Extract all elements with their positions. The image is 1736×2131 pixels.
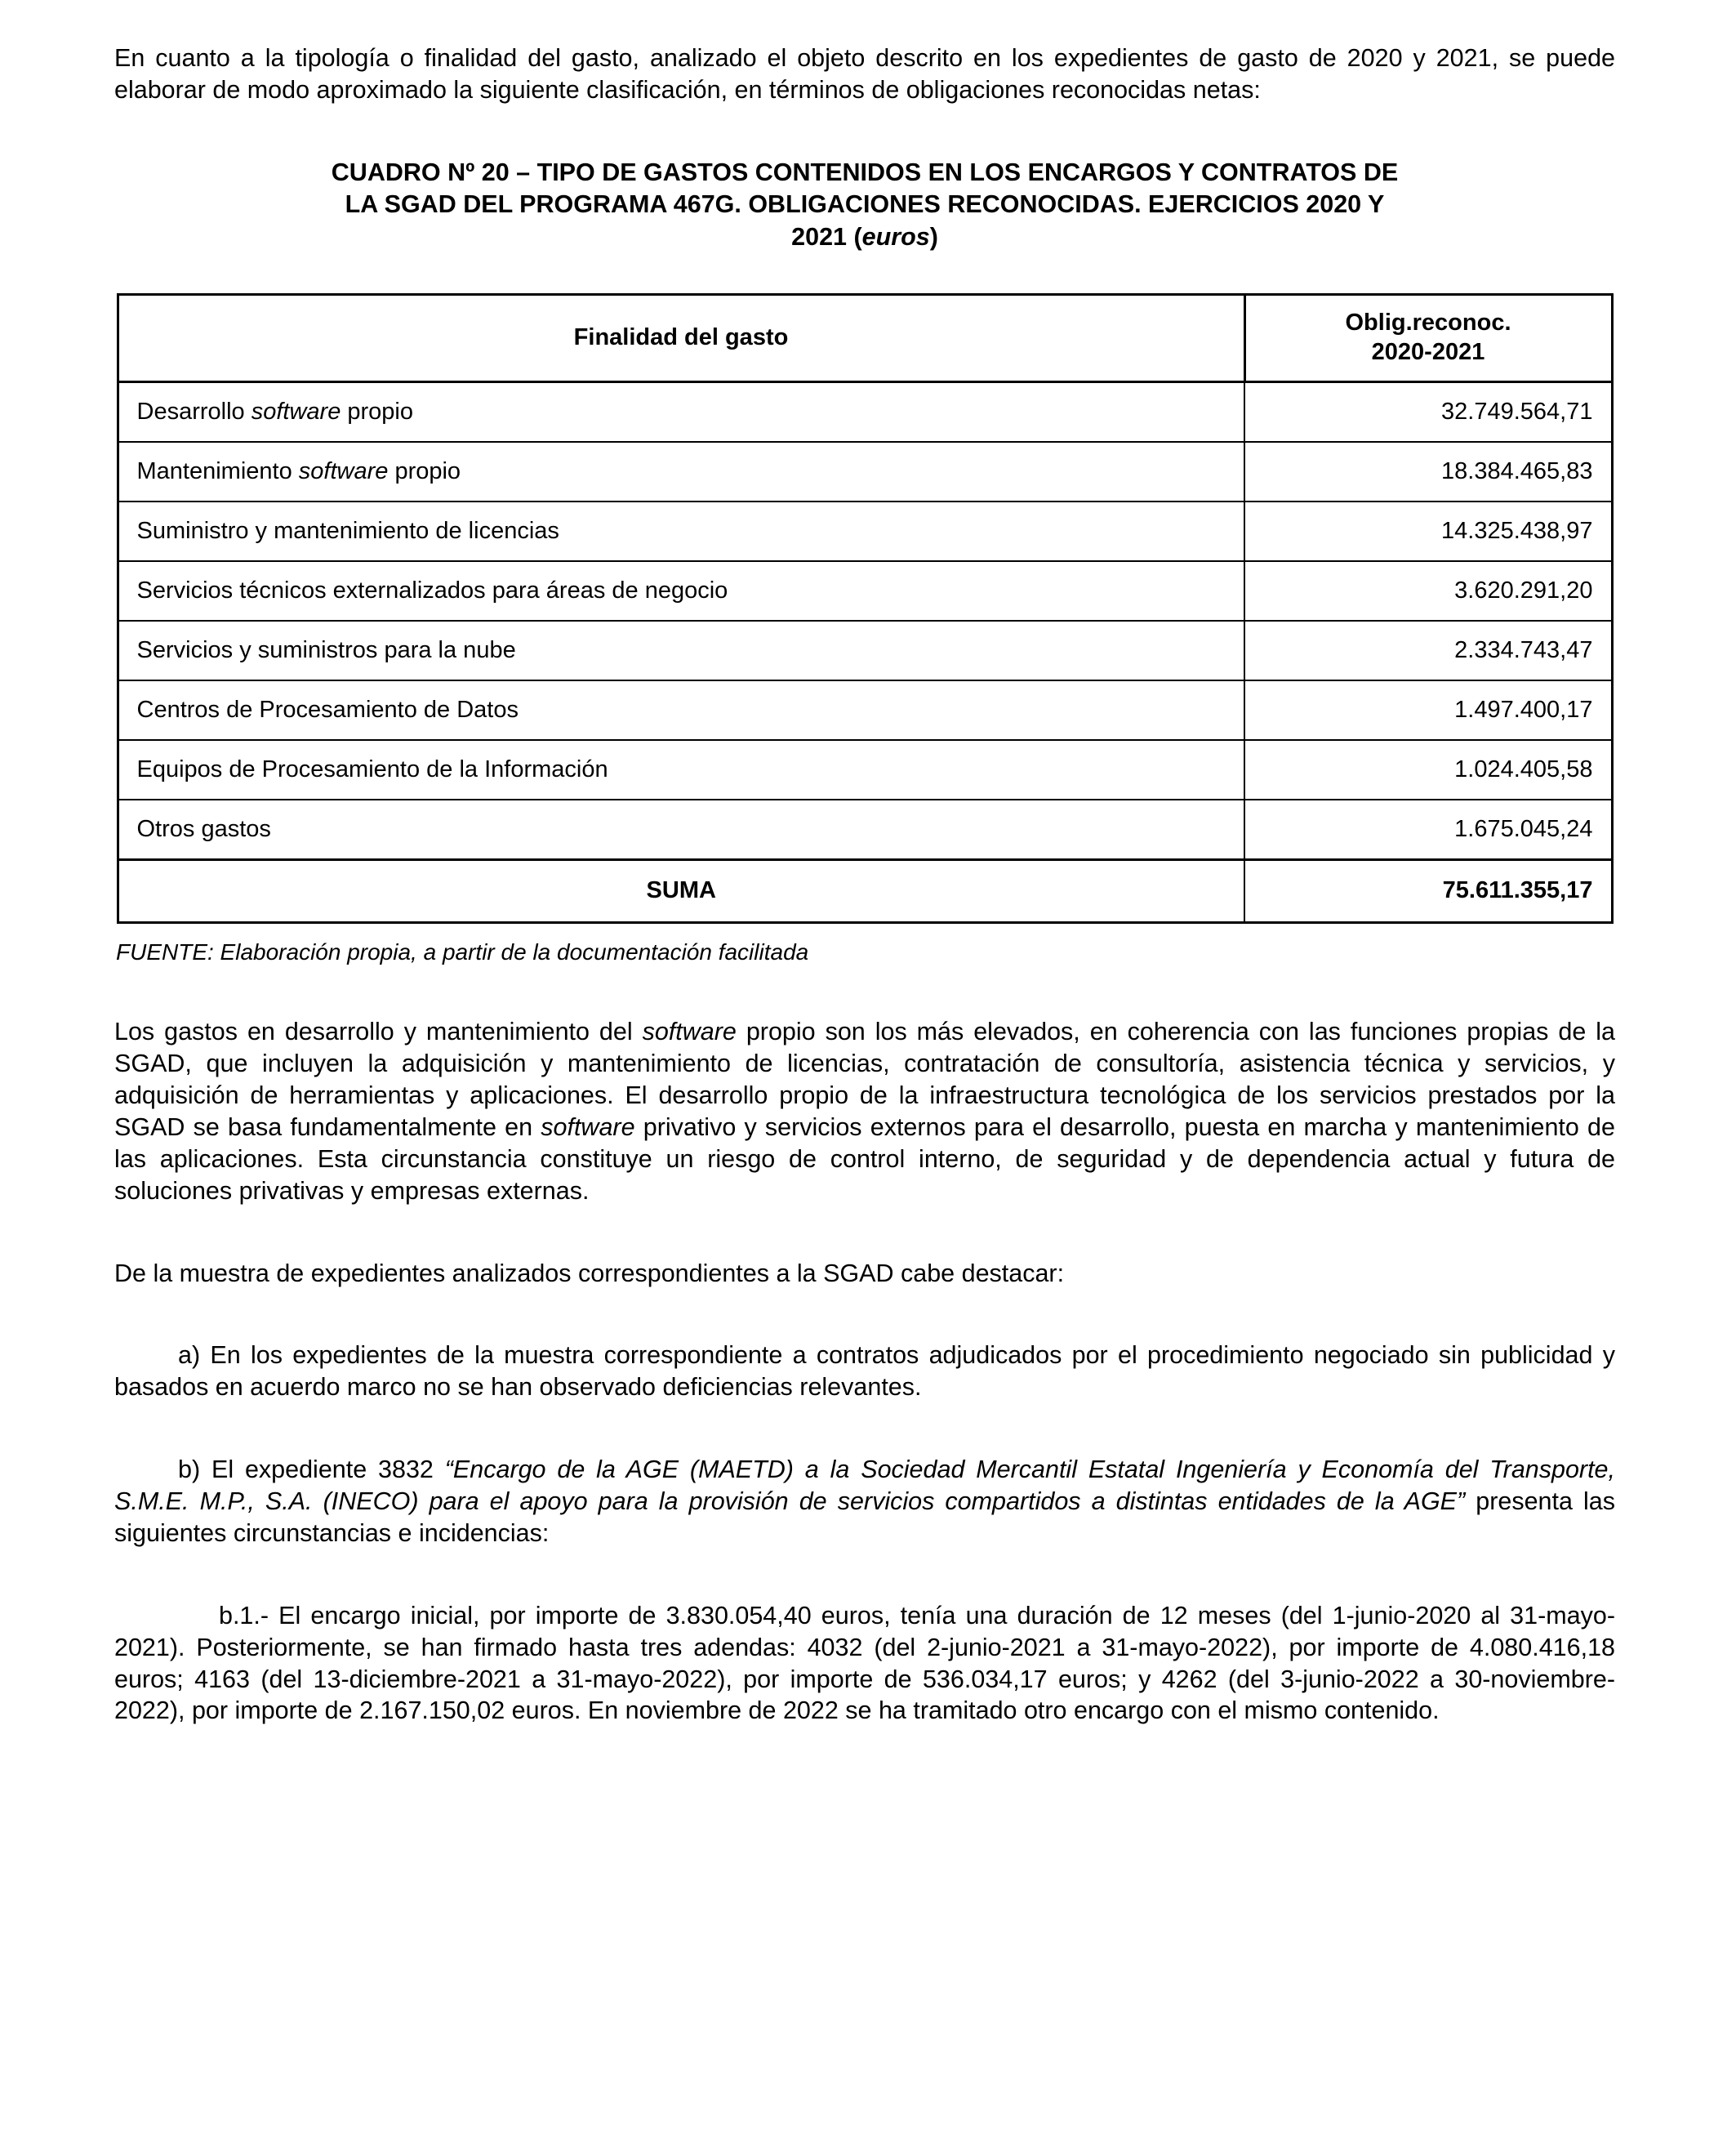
total-label: SUMA <box>118 859 1244 922</box>
table-caption-line-3-prefix: 2021 ( <box>791 223 862 252</box>
sample-intro-paragraph: De la muestra de expedientes analizados correspondientes a la SGAD cabe destacar: <box>114 1259 1065 1287</box>
row-label-italic: software <box>298 457 389 484</box>
analysis-part-2: propio son los más elevados, en coherencia con las funciones propias de la SGAD, que incluyen la adquisición y mantenimiento de licencias, contratación de consultoría, asistencia técnica y servicios, y adquisición de herramientas y aplicaciones. El desarrollo propio de la infraestructura tecnológica de los servicios prestados por la SGAD se basa fundamentalmente en <box>114 1018 1615 1141</box>
analysis-part-1: Los gastos en desarrollo y mantenimiento del <box>114 1018 643 1046</box>
item-b1-paragraph <box>114 1600 1615 1728</box>
item-b-part-2: presenta las siguientes circunstancias e incidencias: <box>114 1487 1615 1547</box>
row-label: Servicios técnicos externalizados para áreas de negocio <box>118 561 1244 621</box>
table-row <box>118 740 1612 800</box>
table-head <box>118 294 1612 381</box>
table-body <box>118 381 1612 922</box>
row-label: Suministro y mantenimiento de licencias <box>118 502 1244 561</box>
spacer <box>114 1549 1615 1600</box>
header-finalidad-gasto: Finalidad del gasto <box>118 294 1244 381</box>
header-oblig-reconoc <box>1244 294 1612 381</box>
table-caption-line-3-suffix: ) <box>929 223 938 252</box>
row-label-post: propio <box>388 457 461 484</box>
row-value: 3.620.291,20 <box>1244 561 1612 621</box>
row-value: 2.334.743,47 <box>1244 621 1612 680</box>
table-row <box>118 621 1612 680</box>
row-value: 1.675.045,24 <box>1244 800 1612 860</box>
row-label: Equipos de Procesamiento de la Información <box>118 740 1244 800</box>
table-row <box>118 680 1612 740</box>
table-caption-line-1: CUADRO Nº 20 – TIPO DE GASTOS CONTENIDOS EN LOS ENCARGOS Y CONTRATOS DE <box>331 158 1399 186</box>
total-value: 75.611.355,17 <box>1244 859 1612 922</box>
spacer <box>114 254 1615 293</box>
table-caption-units: euros <box>861 223 930 252</box>
item-a-text: a) En los expedientes de la muestra correspondiente a contratos adjudicados por el procedimiento negociado sin publicidad y basados en acuerdo marco no se han observado deficiencias relevantes. <box>114 1341 1615 1402</box>
row-value: 14.325.438,97 <box>1244 502 1612 561</box>
analysis-italic-2: software <box>541 1112 635 1141</box>
row-label-post: propio <box>341 398 413 425</box>
row-label: Centros de Procesamiento de Datos <box>118 680 1244 740</box>
spacer <box>114 1403 1615 1454</box>
table-row <box>118 502 1612 561</box>
row-value: 1.497.400,17 <box>1244 680 1612 740</box>
table-row <box>118 800 1612 860</box>
source-note: FUENTE: Elaboración propia, a partir de la documentación facilitada <box>116 938 809 965</box>
table-header-row <box>118 294 1612 381</box>
spacer <box>114 965 1615 1016</box>
analysis-italic-1: software <box>642 1018 737 1046</box>
table-caption <box>126 157 1604 254</box>
row-label: Servicios y suministros para la nube <box>118 621 1244 680</box>
table-row <box>118 561 1612 621</box>
item-b-part-1: b) El expediente 3832 <box>178 1456 445 1484</box>
header-oblig-reconoc-line-1: Oblig.reconoc. <box>1345 310 1511 337</box>
row-label-pre: Desarrollo <box>136 398 251 425</box>
expense-type-table <box>117 293 1614 924</box>
row-label <box>118 381 1244 442</box>
spacer <box>114 1207 1615 1258</box>
item-b-quoted-title: “Encargo de la AGE (MAETD) a la Sociedad Mercantil Estatal Ingeniería y Economía del Transporte, S.M.E. M.P., S.A. (INECO) para el apoyo para la provisión de servicios compartidos a distintas entidades de la AGE” <box>114 1456 1615 1516</box>
table-row <box>118 381 1612 442</box>
row-value: 32.749.564,71 <box>1244 381 1612 442</box>
analysis-part-3: privativo y servicios externos para el desarrollo, puesta en marcha y mantenimiento de las aplicaciones. Esta circunstancia constituye un riesgo de control interno, de seguridad y de dependencia actual y futura de soluciones privativas y empresas externas. <box>114 1112 1615 1205</box>
item-a-paragraph <box>114 1340 1615 1403</box>
table-caption-line-2: LA SGAD DEL PROGRAMA 467G. OBLIGACIONES RECONOCIDAS. EJERCICIOS 2020 Y <box>345 190 1385 219</box>
header-oblig-reconoc-line-2: 2020-2021 <box>1371 338 1485 365</box>
row-label <box>118 442 1244 502</box>
table-total-row <box>118 859 1612 922</box>
row-label-italic: software <box>251 398 341 425</box>
row-value: 18.384.465,83 <box>1244 442 1612 502</box>
row-label-pre: Mantenimiento <box>136 457 299 484</box>
table-row <box>118 442 1612 502</box>
intro-paragraph: En cuanto a la tipología o finalidad del gasto, analizado el objeto descrito en los expedientes de gasto de 2020 y 2021, se puede elaborar de modo aproximado la siguiente clasificación, en términos de obligaciones reconocidas netas: <box>114 44 1615 104</box>
item-b1-text: b.1.- El encargo inicial, por importe de 3.830.054,40 euros, tenía una duración de 12 meses (del 1-junio-2020 al 31-mayo-2021). Posteriormente, se han firmado hasta tres adendas: 4032 (del 2-junio-2021 a 31-mayo-2022), por importe de 4.080.416,18 euros; 4163 (del 13-diciembre-2021 a 31-mayo-2022), por importe de 536.034,17 euros; y 4262 (del 3-junio-2022 a 30-noviembre-2022), por importe de 2.167.150,02 euros. En noviembre de 2022 se ha tramitado otro encargo con el mismo contenido. <box>114 1601 1615 1725</box>
item-b-paragraph <box>114 1454 1615 1549</box>
analysis-paragraph <box>114 1016 1615 1206</box>
spacer <box>114 1289 1615 1340</box>
row-label: Otros gastos <box>118 800 1244 860</box>
row-value: 1.024.405,58 <box>1244 740 1612 800</box>
spacer <box>114 106 1615 157</box>
